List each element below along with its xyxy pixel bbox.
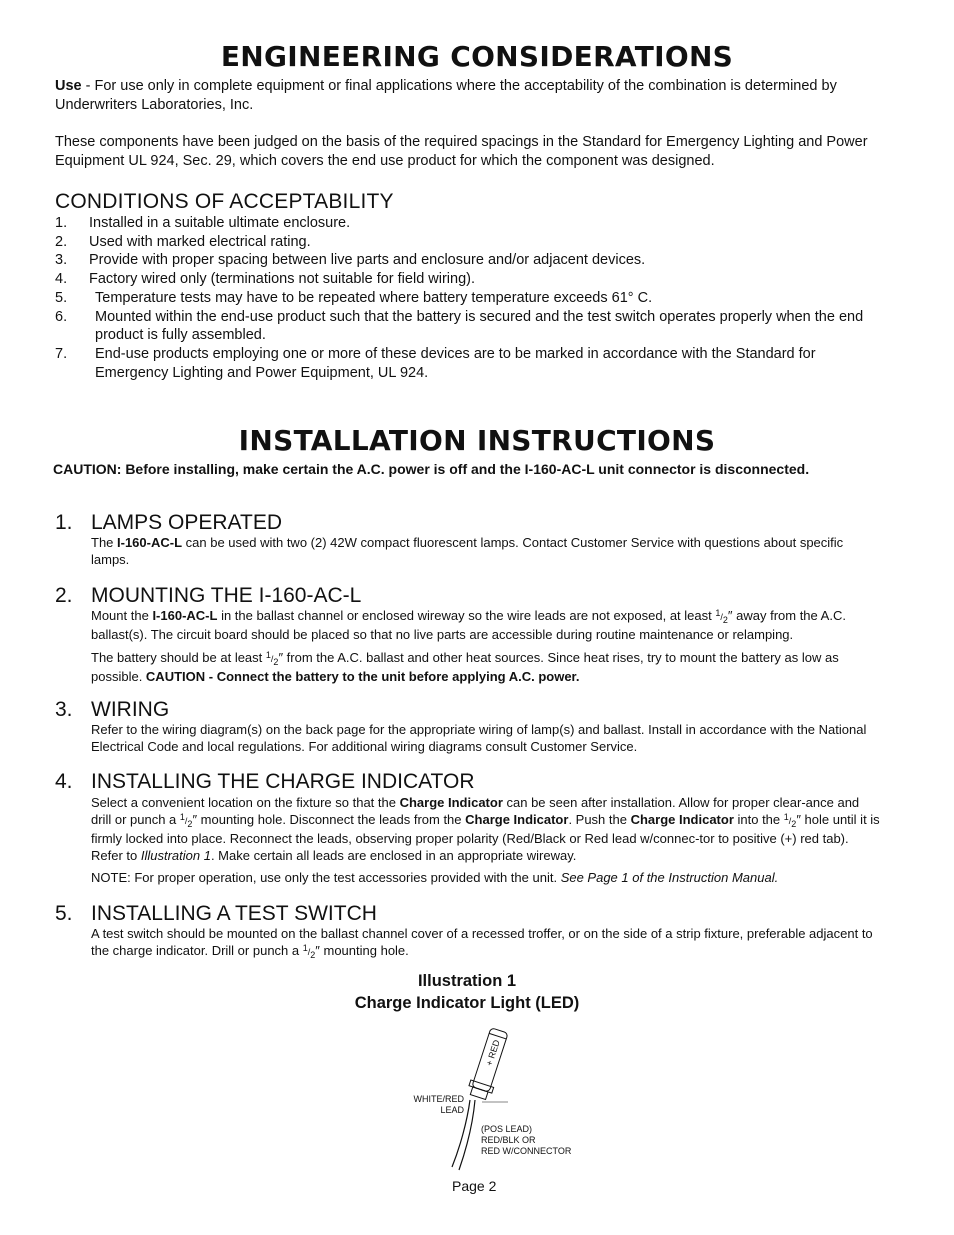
half-fraction: 1/2 bbox=[715, 608, 728, 625]
section-3-heading bbox=[55, 698, 169, 722]
caution-notice: CAUTION: Before installing, make certain the A.C. power is off and the I-160-AC-L unit connector is disconnected. bbox=[53, 461, 810, 477]
section-title: INSTALLING A TEST SWITCH bbox=[91, 902, 377, 925]
condition-text: Used with marked electrical rating. bbox=[89, 233, 311, 250]
condition-text: End-use products employing one or more of these devices are to be marked in accordance with the Standard for Emergency Lighting and Power Equipment, UL 924. bbox=[95, 345, 816, 381]
label-white-red-lead: WHITE/RED LEAD bbox=[413, 1094, 464, 1115]
section-4-note: NOTE: For proper operation, use only the test accessories provided with the unit. See Page 1 of the Instruction Manual. bbox=[91, 870, 779, 885]
section-title: LAMPS OPERATED bbox=[91, 511, 282, 534]
section-3-body: Refer to the wiring diagram(s) on the back page for the appropriate wiring of lamp(s) and ballast. Install in accordance with the National Electrical Code and local regulations. For additional wiring diagrams consult Customer Service. bbox=[91, 722, 867, 754]
half-fraction: 1/2 bbox=[179, 812, 193, 829]
section-title: MOUNTING THE I-160-AC-L bbox=[91, 584, 362, 607]
section-2-heading bbox=[55, 584, 361, 608]
condition-number: 7. bbox=[55, 345, 68, 362]
use-text: - For use only in complete equipment or final applications where the acceptability of the combination is determined by Underwriters Laboratories, Inc. bbox=[55, 78, 837, 113]
section-5-heading bbox=[55, 902, 377, 926]
page-number: Page 2 bbox=[452, 1178, 497, 1194]
use-paragraph bbox=[55, 77, 885, 114]
section-number: 3. bbox=[55, 698, 73, 721]
section-number: 4. bbox=[55, 770, 73, 793]
section-title: INSTALLING THE CHARGE INDICATOR bbox=[91, 770, 475, 793]
engineering-title: ENGINEERING CONSIDERATIONS bbox=[220, 40, 734, 73]
section-4-heading bbox=[55, 770, 475, 794]
label-pos-lead: (POS LEAD) RED/BLK OR RED W/CONNECTOR bbox=[481, 1124, 572, 1156]
section-5-body: A test switch should be mounted on the ballast channel cover of a recessed troffer, or on the side of a strip fixture, preferable adjacent to the charge indicator. Drill or punch a 1/2″ mounting hole. bbox=[91, 926, 873, 960]
condition-item bbox=[55, 308, 885, 345]
condition-item bbox=[55, 233, 885, 252]
condition-number: 1. bbox=[55, 215, 68, 231]
illustration-number: Illustration 1 bbox=[417, 972, 517, 990]
condition-item bbox=[55, 251, 885, 270]
condition-number: 6. bbox=[55, 308, 68, 325]
condition-text: Provide with proper spacing between live parts and enclosure and/or adjacent devices. bbox=[89, 252, 646, 269]
condition-number: 3. bbox=[55, 252, 68, 269]
condition-item bbox=[55, 270, 885, 289]
half-fraction: 1/2 bbox=[265, 650, 279, 667]
condition-item bbox=[55, 289, 885, 308]
condition-number: 5. bbox=[55, 289, 68, 306]
section-number: 2. bbox=[55, 584, 73, 607]
condition-number: 4. bbox=[55, 271, 68, 288]
components-paragraph: These components have been judged on the basis of the required spacings in the Standard for Emergency Lighting and Power Equipment UL 924, Sec. 29, which covers the end use product for which the component was designed. bbox=[55, 134, 868, 169]
section-1-body: The I-160-AC-L can be used with two (2) 42W compact fluorescent lamps. Contact Customer Service with questions about specific lamps. bbox=[91, 535, 844, 567]
section-number: 1. bbox=[55, 511, 73, 534]
condition-text: Installed in a suitable ultimate enclosure. bbox=[89, 215, 351, 231]
illustration-title bbox=[0, 970, 934, 1014]
section-number: 5. bbox=[55, 902, 73, 925]
conditions-heading: CONDITIONS OF ACCEPTABILITY bbox=[55, 190, 394, 213]
use-label: Use bbox=[55, 78, 82, 94]
condition-text: Mounted within the end-use product such that the battery is secured and the test switch operates properly when the end product is fully assembled. bbox=[95, 308, 864, 344]
section-4-body-1: Select a convenient location on the fixture so that the Charge Indicator can be seen after installation. Allow for proper clear-ance and drill or punch a 1/2″ mounting hole. Disconnect the leads from the Charge Indicator. Push the Charge Indicator into the 1/2″ hole until it is firmly locked into place. Reconnect the leads, observing proper polarity (Red/Black or Red lead w/connec-tor to positive (+) red tab). Refer to Illustration 1. Make certain all leads are enclosed in an appropriate wireway. bbox=[91, 795, 880, 863]
condition-text: Factory wired only (terminations not suitable for field wiring). bbox=[89, 271, 476, 288]
section-1-heading bbox=[55, 511, 282, 535]
installation-title: INSTALLATION INSTRUCTIONS bbox=[238, 424, 716, 457]
section-2-body-2: The battery should be at least 1/2″ from the A.C. ballast and other heat sources. Since heat rises, try to mount the battery as low as possible. CAUTION - Connect the battery to the unit before applying A.C. power. bbox=[91, 650, 839, 684]
section-2-body-1: Mount the I-160-AC-L in the ballast channel or enclosed wireway so the wire leads are not exposed, at least 1/2″ away from the A.C. ballast(s). The circuit board should be placed so that no live parts are accessible during routine maintenance or relamping. bbox=[91, 608, 846, 642]
condition-item bbox=[55, 214, 885, 233]
section-title: WIRING bbox=[91, 698, 170, 721]
condition-number: 2. bbox=[55, 233, 68, 250]
conditions-list bbox=[55, 214, 885, 382]
label-red: + RED bbox=[484, 1038, 502, 1068]
condition-text: Temperature tests may have to be repeated where battery temperature exceeds 61° C. bbox=[95, 289, 653, 306]
half-fraction: 1/2 bbox=[302, 943, 316, 960]
illustration-caption: Charge Indicator Light (LED) bbox=[354, 994, 580, 1012]
condition-item bbox=[55, 345, 885, 382]
half-fraction: 1/2 bbox=[783, 812, 797, 829]
